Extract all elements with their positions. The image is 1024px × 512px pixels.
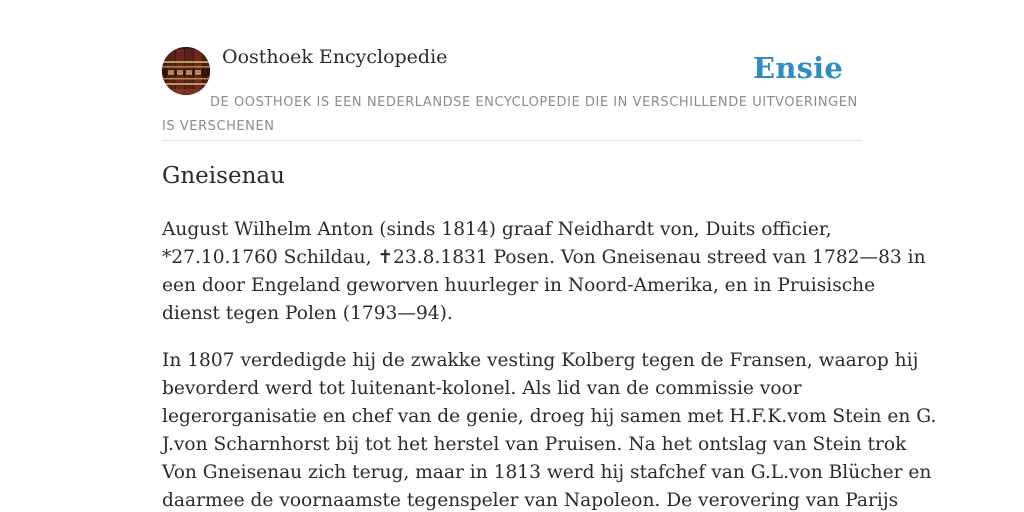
article-body xyxy=(162,216,937,512)
site-title-link[interactable]: Oosthoek Encyclopedie xyxy=(222,46,448,68)
article-paragraph xyxy=(162,347,937,512)
book-spines-icon xyxy=(162,47,210,95)
article-paragraph xyxy=(162,216,926,328)
site-logo-avatar[interactable] xyxy=(162,47,210,95)
site-header xyxy=(162,0,862,141)
page xyxy=(162,0,937,511)
paragraph-line: J.von Scharnhorst bij tot het herstel van Pruisen. Na het ontslag van Stein trok xyxy=(162,434,907,455)
paragraph-line: In 1807 verdedigde hij de zwakke vesting Kolberg tegen de Fransen, waarop hij xyxy=(162,350,919,371)
ensie-brand-logo[interactable]: Ensie xyxy=(753,51,843,85)
site-tagline: DE OOSTHOEK IS EEN NEDERLANDSE ENCYCLOPEDIE DIE IN VERSCHILLENDE UITVOERINGEN IS VERSCHENEN xyxy=(162,95,858,134)
paragraph-line: een door Engeland geworven huurleger in Noord-Amerika, en in Pruisische xyxy=(162,275,876,296)
paragraph-line: *27.10.1760 Schildau, ✝23.8.1831 Posen. Von Gneisenau streed van 1782—83 in xyxy=(162,247,926,268)
paragraph-line: Von Gneisenau zich terug, maar in 1813 werd hij stafchef van G.L.von Blücher en xyxy=(162,462,932,483)
paragraph-line: dienst tegen Polen (1793—94). xyxy=(162,303,453,324)
paragraph-line: bevorderd werd tot luitenant-kolonel. Als lid van de commissie voor xyxy=(162,378,802,399)
paragraph-line: August Wilhelm Anton (sinds 1814) graaf Neidhardt von, Duits officier, xyxy=(162,219,832,240)
article-title: Gneisenau xyxy=(162,163,285,189)
paragraph-line: daarmee de voornaamste tegenspeler van Napoleon. De verovering van Parijs xyxy=(162,490,899,511)
paragraph-line: legerorganisatie en chef van de genie, droeg hij samen met H.F.K.vom Stein en G. xyxy=(162,406,937,427)
